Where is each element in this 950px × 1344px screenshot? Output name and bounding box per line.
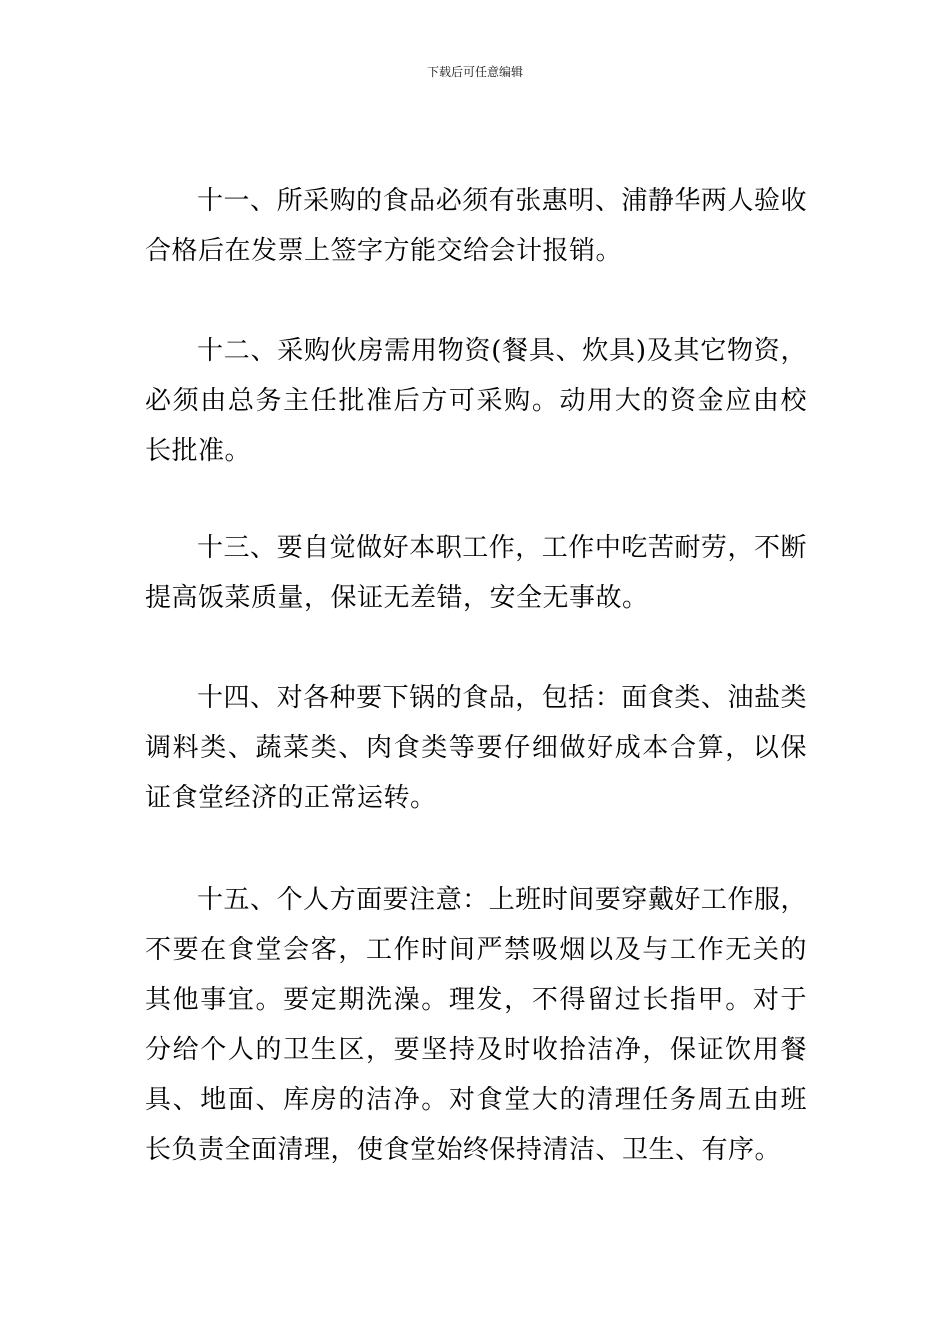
paragraph-item-13: 十三、要自觉做好本职工作，工作中吃苦耐劳，不断提高饭菜质量，保证无差错，安全无事故。 — [145, 533, 807, 613]
paragraph-item-15: 十五、个人方面要注意：上班时间要穿戴好工作服，不要在食堂会客，工作时间严禁吸烟以及与工作无关的其他事宜。要定期洗澡。理发，不得留过长指甲。对于分给个人的卫生区，要坚持及时收拾洁净，保证饮用餐具、地面、库房的洁净。对食堂大的清理任务周五由班长负责全面清理，使食堂始终保持清洁、卫生、有序。 — [145, 885, 807, 1165]
paragraph-item-11: 十一、所采购的食品必须有张惠明、浦静华两人验收合格后在发票上签字方能交给会计报销。 — [145, 186, 807, 266]
paragraph-item-14: 十四、对各种要下锅的食品，包括：面食类、油盐类调料类、蔬菜类、肉食类等要仔细做好成本合算，以保证食堂经济的正常运转。 — [145, 683, 807, 813]
page-header: 下载后可任意编辑 — [426, 65, 523, 79]
document-body — [145, 176, 807, 1225]
paragraph-item-12: 十二、采购伙房需用物资(餐具、炊具)及其它物资，必须由总务主任批准后方可采购。动用大的资金应由校长批准。 — [145, 336, 807, 466]
